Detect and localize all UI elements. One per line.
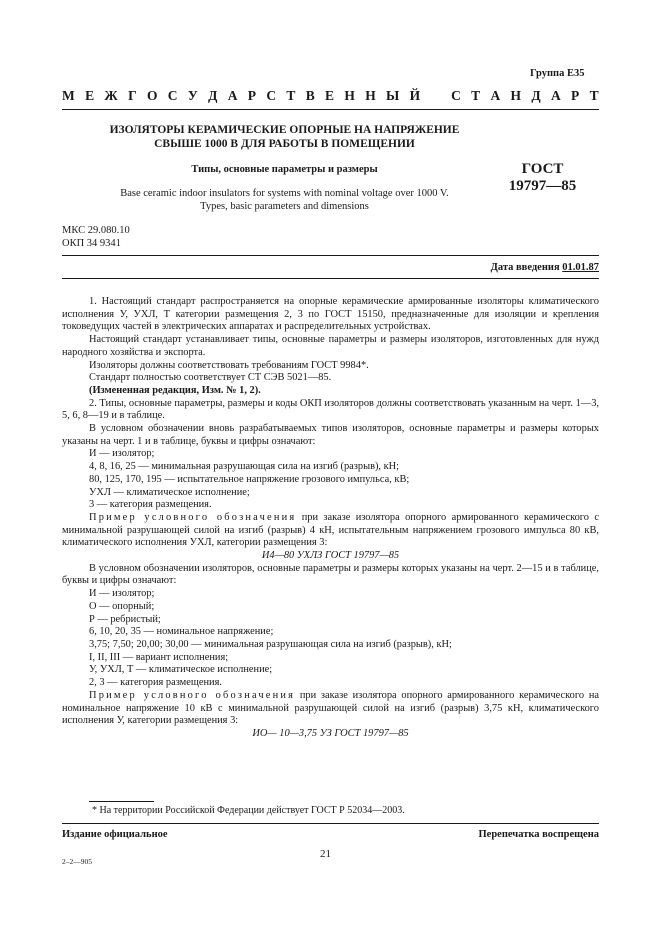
document-title <box>62 123 507 151</box>
example-1-lead: Пример условного обозначения <box>89 511 297 523</box>
heading-letter: Н <box>344 88 355 103</box>
list-item: И — изолятор; <box>89 448 155 460</box>
gost-designation <box>500 161 585 195</box>
heading-letter: Н <box>365 88 376 103</box>
heading-letter: Н <box>510 88 522 103</box>
heading-letter: Т <box>589 88 599 103</box>
english-title-line-2: Types, basic parameters and dimensions <box>200 201 369 212</box>
paragraph-4: Стандарт полностью соответствует СТ СЭВ 5021—85. <box>89 372 332 384</box>
title-line-2: СВЫШЕ 1000 В ДЛЯ РАБОТЫ В ПОМЕЩЕНИИ <box>154 138 415 150</box>
heading-letter: Т <box>286 88 296 103</box>
heading-letter: Д <box>531 88 541 103</box>
footnote-rule <box>89 801 154 802</box>
heading-letter: Р <box>247 88 257 103</box>
paragraph-8: В условном обозначении изоляторов, основные параметры и размеры которых указаны на черт. 2—15 и в таблице, буквы и цифры означают: <box>62 562 599 587</box>
heading-letter: А <box>550 88 561 103</box>
heading-letter: О <box>146 88 158 103</box>
heading-letter: Р <box>571 88 580 103</box>
introduction-date-label: Дата введения <box>490 262 560 273</box>
heading-letter: В <box>305 88 315 103</box>
example-1-text: при заказе изолятора опорного армированного керамического с минимальной разрушающей силой на изгиб (разрыв) 4 кН, испытательным напряжением грозового импульса 80 кВ, климатического исполнения УХЛ, категории размещения 3: <box>62 511 599 549</box>
paragraph-3: Изоляторы должны соответствовать требованиям ГОСТ 9984*. <box>89 359 369 371</box>
example-2-code: ИО— 10—3,75 УЗ ГОСТ 19797—85 <box>252 727 409 739</box>
heading-letter: А <box>490 88 501 103</box>
list-item: 2, 3 — категория размещения. <box>89 677 222 689</box>
okp-code: ОКП 34 9341 <box>62 237 121 249</box>
list-item: О — опорный; <box>89 600 155 612</box>
heading-letter: Т <box>471 88 481 103</box>
paragraph-7: В условном обозначении вновь разрабатываемых типов изоляторов, основные параметры и размеры которых указаны на черт. 1 и в таблице, буквы и цифры означают: <box>62 423 599 447</box>
amendment-note: (Измененная редакция, Изм. № 1, 2). <box>89 384 261 396</box>
heading-letter: Г <box>128 88 137 103</box>
gost-number: 19797—85 <box>508 178 577 194</box>
rule-below-date <box>62 278 599 279</box>
example-1-code: И4—80 УХЛЗ ГОСТ 19797—85 <box>261 550 400 562</box>
mks-code: МКС 29.080.10 <box>62 225 130 236</box>
footnote: * На территории Российской Федерации действует ГОСТ Р 52034—2003. <box>92 805 405 816</box>
heading-letter: М <box>62 88 75 103</box>
paragraph-2: Настоящий стандарт устанавливает типы, основные параметры и размеры изоляторов, изготовленных для нужд народного хозяйства и экспорта. <box>62 334 599 358</box>
list-item: 3 — категория размещения. <box>89 499 212 511</box>
heading-letter: Е <box>85 88 95 103</box>
rule-above-date <box>62 255 599 256</box>
heading-letter: С <box>266 88 277 103</box>
list-item: И — изолятор; <box>89 588 155 600</box>
interstate-standard-heading <box>62 88 599 104</box>
heading-letter: Й <box>409 88 421 103</box>
gost-label: ГОСТ <box>521 161 564 177</box>
heading-letter: Д <box>208 88 218 103</box>
heading-letter: Ы <box>386 88 400 103</box>
document-body <box>62 296 600 741</box>
title-line-1: ИЗОЛЯТОРЫ КЕРАМИЧЕСКИЕ ОПОРНЫЕ НА НАПРЯЖЕНИЕ <box>109 124 460 136</box>
list-item: У, УХЛ, Т — климатическое исполнение; <box>89 664 273 676</box>
list-item: 80, 125, 170, 195 — испытательное напряжение грозового импульса, кВ; <box>89 473 410 485</box>
list-item: 3,75; 7,50; 20,00; 30,00 — минимальная разрушающая сила на изгиб (разрыв), кН; <box>89 638 452 650</box>
list-item: Р — ребристый; <box>89 613 161 625</box>
paragraph-6: 2. Типы, основные параметры, размеры и коды ОКП изоляторов должны соответствовать указанным на черт. 1—3, 5, 6, 8—19 и в таблице. <box>62 397 599 422</box>
heading-letter: С <box>451 88 461 103</box>
example-2-lead: Пример условного обозначения <box>89 689 296 701</box>
paragraph-1: 1. Настоящий стандарт распространяется на опорные керамические армированные изоляторы климатического исполнения У, УХЛ, Т категории размещения 2, 3 по ГОСТ 15150, предназначенные для изоляции и крепления токоведущих частей в электрических аппаратах и распределительных устройствах. <box>62 296 599 333</box>
list-item: УХЛ — климатическое исполнение; <box>89 486 250 498</box>
english-title-line-1: Base ceramic indoor insulators for systems with nominal voltage over 1000 V. <box>120 188 449 199</box>
heading-letter: Е <box>325 88 335 103</box>
classification-codes <box>62 225 130 250</box>
header-rule <box>62 109 599 110</box>
group-code: Группа Е35 <box>530 68 585 79</box>
list-item: I, II, III — вариант исполнения; <box>89 651 229 663</box>
document-subtitle: Типы, основные параметры и размеры <box>191 164 378 175</box>
english-title <box>62 187 507 213</box>
list-item: 6, 10, 20, 35 — номинальное напряжение; <box>89 626 274 638</box>
edition-label: Издание официальное <box>62 829 168 840</box>
example-2 <box>62 690 599 728</box>
heading-letter: У <box>187 88 198 103</box>
page-number: 21 <box>320 848 331 860</box>
print-code: 2–2—905 <box>62 857 92 866</box>
example-1 <box>62 512 599 550</box>
heading-letter: С <box>167 88 178 103</box>
example-2-text: при заказе изолятора опорного армированного керамического на номинальное напряжение 10 кВ с минимальной разрушающей силой на изгиб (разрыв) 3,75 кН, климатического исполнения У, категории размещения 3: <box>62 689 600 727</box>
reprint-notice: Перепечатка воспрещена <box>478 829 599 840</box>
list-item: 4, 8, 16, 25 — минимальная разрушающая сила на изгиб (разрыв), кН; <box>89 461 400 473</box>
introduction-date <box>491 262 599 273</box>
footer-rule <box>62 823 599 824</box>
heading-letter: Ж <box>104 88 118 103</box>
heading-letter: А <box>227 88 238 103</box>
introduction-date-value: 01.01.87 <box>562 262 599 273</box>
